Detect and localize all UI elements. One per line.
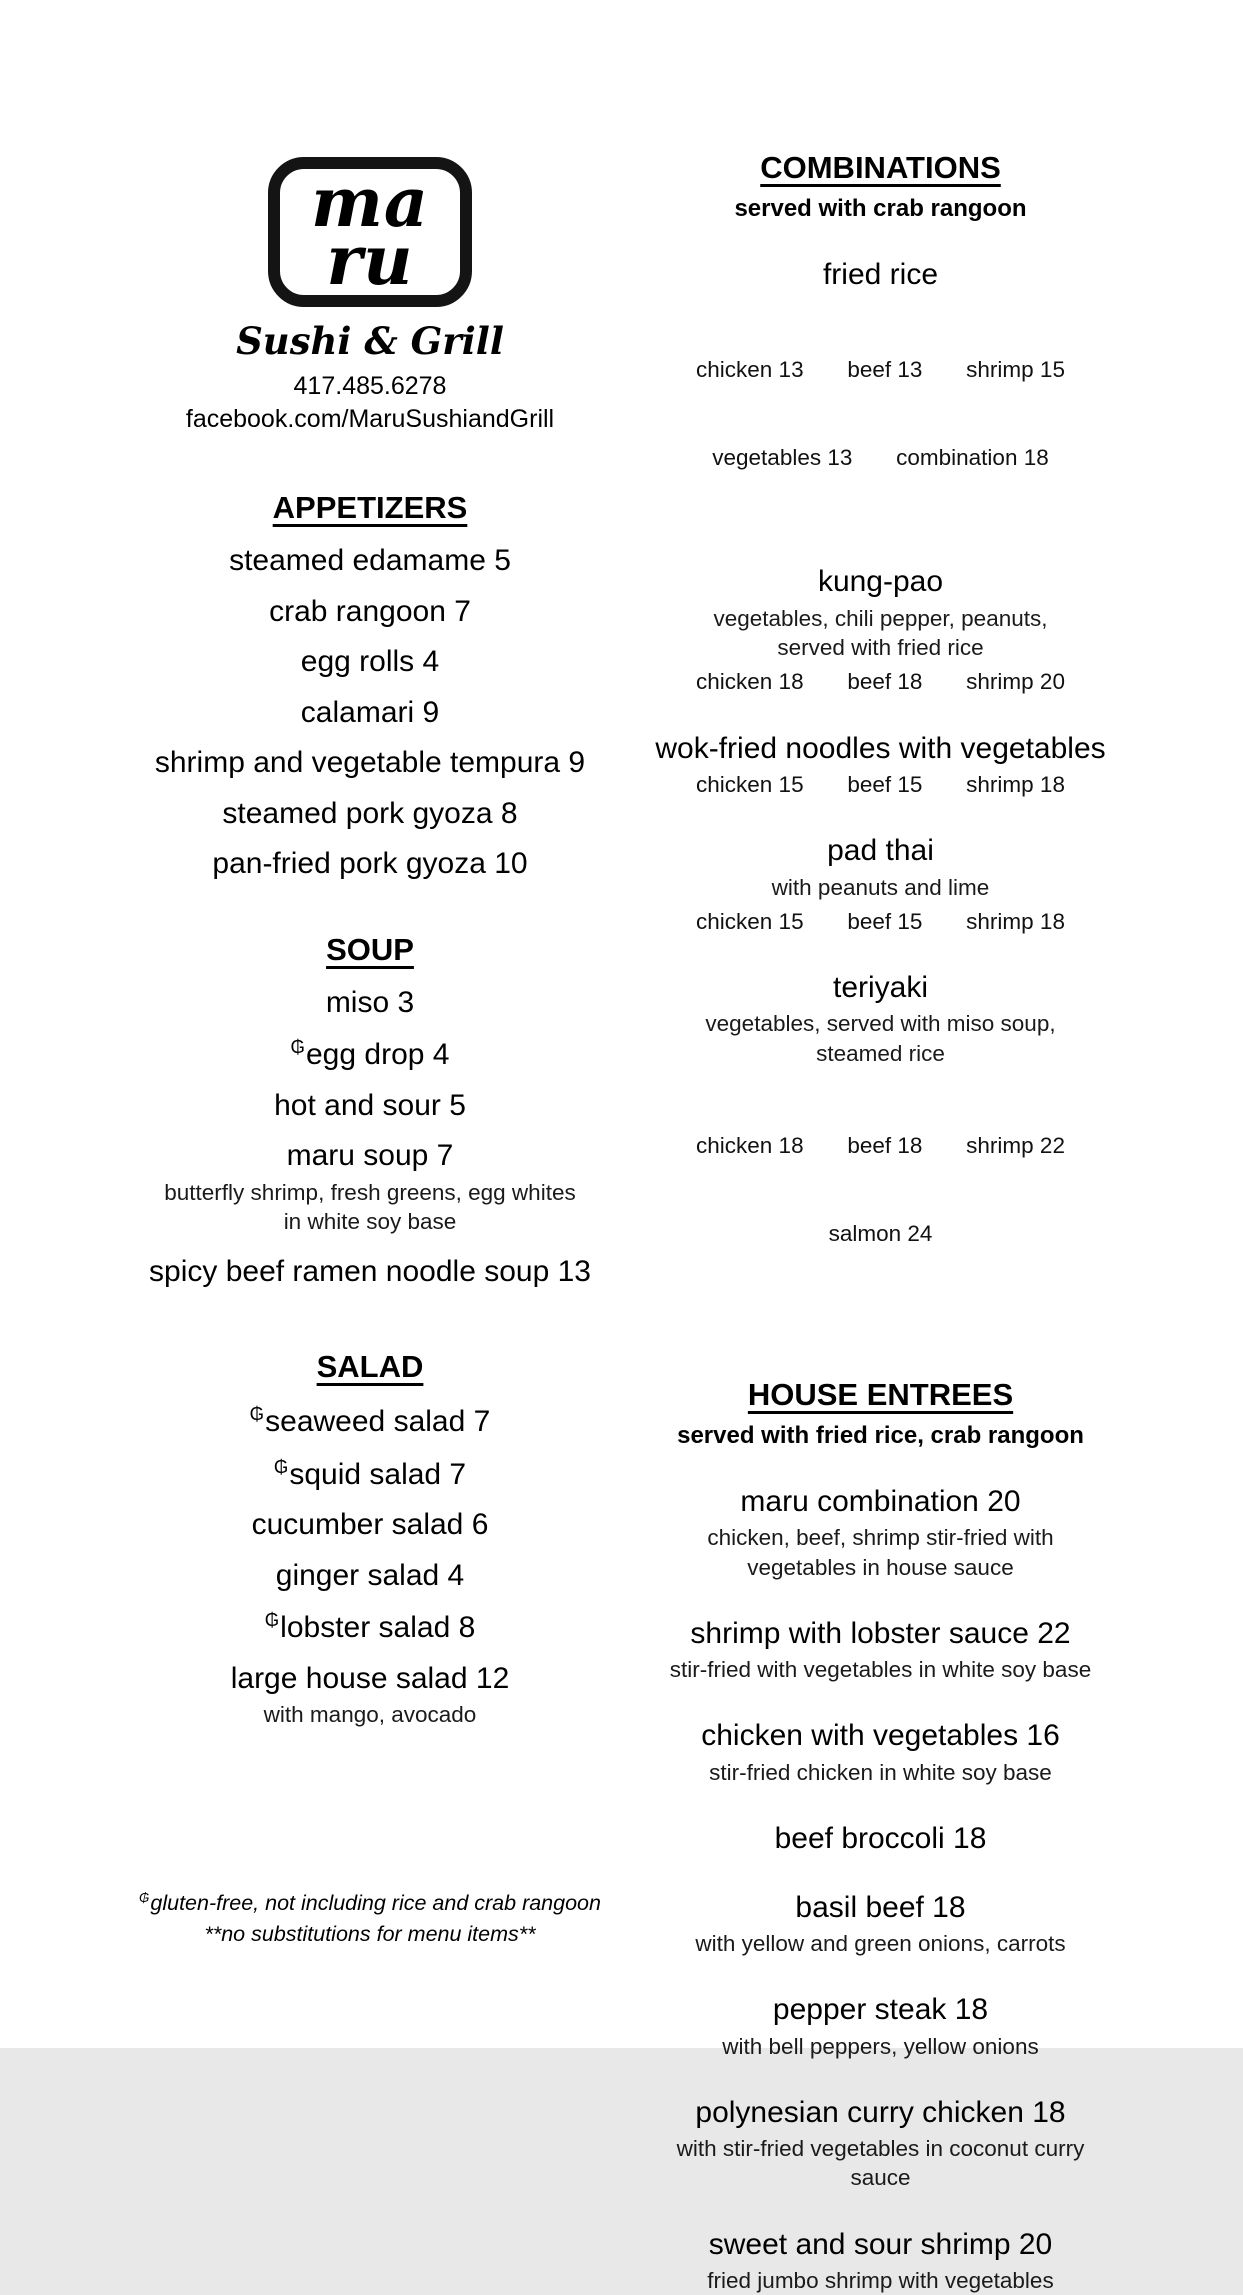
menu-item-polynesian-curry-chicken (628, 2097, 1133, 2193)
no-substitutions-note: **no substitutions for menu items** (204, 1922, 536, 1947)
variant-line: chicken 13 beef 13 shrimp 15 (696, 356, 1065, 382)
menu-item-large-house-salad-desc: with mango, avocado (263, 1702, 477, 1728)
menu-item-cucumber-salad: cucumber salad 6 (251, 1508, 489, 1542)
variant-line: vegetables 13 combination 18 (712, 444, 1049, 470)
item-name: pad thai (827, 834, 934, 868)
menu-item-crab-rangoon: crab rangoon 7 (269, 594, 471, 628)
gluten-free-marker: ₲ (139, 1890, 150, 1906)
item-variants: chicken 15 beef 15 shrimp 18 (696, 908, 1065, 934)
item-name: polynesian curry chicken 18 (695, 2095, 1066, 2129)
menu-item-shrimp-vegetable-tempura: shrimp and vegetable tempura 9 (154, 746, 586, 779)
desc-line: butterfly shrimp, fresh greens, egg whites (164, 1179, 576, 1205)
item-desc (628, 1523, 1133, 1582)
section-soup (105, 932, 635, 1288)
facebook-url: facebook.com/MaruSushiandGrill (185, 405, 555, 433)
gluten-free-note (105, 1888, 635, 1919)
house-entrees-subtitle: served with fried rice, crab rangoon (677, 1421, 1084, 1449)
phone-number: 417.485.6278 (293, 372, 447, 400)
menu-item-sweet-sour-shrimp (628, 2229, 1133, 2295)
menu-item-maru-combination (628, 1486, 1133, 1582)
section-combinations (628, 150, 1133, 1307)
item-variants: chicken 18 beef 18 shrimp 20 (696, 669, 1065, 695)
gluten-free-marker: ₲ (249, 1403, 265, 1425)
item-name: pepper steak 18 (772, 1993, 989, 2027)
section-title-soup: SOUP (326, 931, 414, 967)
section-title-house-entrees: HOUSE ENTREES (747, 1376, 1014, 1412)
item-desc: fried jumbo shrimp with vegetables (707, 2268, 1054, 2294)
item-name: shrimp with lobster sauce 22 (690, 1616, 1071, 1650)
item-variants (628, 1073, 1133, 1307)
menu-item-egg-drop (105, 1037, 635, 1071)
menu-item-squid-salad (105, 1457, 635, 1491)
section-title-combinations: COMBINATIONS (760, 150, 1001, 185)
desc-line: steamed rice (816, 1040, 945, 1066)
menu-item-maru-soup: maru soup 7 (286, 1139, 454, 1172)
right-column (628, 0, 1133, 2295)
maru-logo (268, 157, 472, 307)
menu-item-seaweed-salad (105, 1404, 635, 1438)
item-desc (628, 604, 1133, 663)
item-variants: chicken 15 beef 15 shrimp 18 (696, 771, 1065, 797)
menu-item-egg-drop-label: egg drop 4 (306, 1038, 450, 1071)
menu-item-maru-soup-desc (105, 1178, 635, 1237)
section-house-entrees (628, 1377, 1133, 2295)
gluten-free-marker: ₲ (273, 1455, 289, 1477)
item-name: beef broccoli 18 (774, 1822, 987, 1856)
variant-line: salmon 24 (828, 1221, 933, 1247)
item-name: sweet and sour shrimp 20 (708, 2227, 1053, 2261)
item-variants (628, 296, 1133, 530)
item-name: wok-fried noodles with vegetables (655, 731, 1106, 765)
section-title-appetizers: APPETIZERS (272, 490, 468, 525)
menu-item-pad-thai (628, 835, 1133, 936)
menu-item-spicy-beef-ramen: spicy beef ramen noodle soup 13 (149, 1254, 591, 1288)
desc-line: vegetables, chili pepper, peanuts, (713, 605, 1048, 631)
brand-tagline: Sushi & Grill (236, 319, 504, 363)
item-desc: stir-fried chicken in white soy base (709, 1759, 1052, 1785)
menu-item-egg-rolls: egg rolls 4 (300, 645, 440, 678)
menu-item-wok-fried-noodles (628, 733, 1133, 800)
menu-item-large-house-salad: large house salad 12 (230, 1661, 510, 1695)
item-desc: stir-fried with vegetables in white soy base (669, 1657, 1092, 1683)
desc-line: vegetables, served with miso soup, (705, 1011, 1056, 1037)
menu-item-pan-fried-pork-gyoza: pan-fried pork gyoza 10 (212, 847, 528, 880)
desc-line: vegetables in house sauce (747, 1554, 1014, 1580)
menu-item-miso: miso 3 (325, 985, 415, 1019)
menu-item-lobster-salad (105, 1610, 635, 1644)
logo-text-ru: ru (326, 221, 414, 301)
item-name: maru combination 20 (740, 1484, 1021, 1518)
item-desc: with yellow and green onions, carrots (695, 1930, 1066, 1956)
menu-item-basil-beef (628, 1892, 1133, 1959)
menu-item-shrimp-lobster-sauce (628, 1618, 1133, 1685)
item-desc: with bell peppers, yellow onions (722, 2033, 1039, 2059)
footnotes (105, 1888, 635, 1951)
gluten-free-marker: ₲ (264, 1609, 280, 1631)
item-name: fried rice (822, 258, 939, 291)
item-name: teriyaki (832, 971, 929, 1005)
item-name: chicken with vegetables 16 (701, 1719, 1060, 1753)
menu-item-calamari: calamari 9 (300, 695, 440, 729)
section-salad (105, 1349, 635, 1730)
menu-item-kung-pao (628, 566, 1133, 696)
menu-item-lobster-salad-label: lobster salad 8 (280, 1611, 476, 1645)
item-name: kung-pao (817, 565, 944, 599)
menu-item-fried-rice (628, 259, 1133, 530)
desc-line: in white soy base (283, 1209, 457, 1235)
section-title-salad: SALAD (316, 1349, 424, 1385)
desc-line: chicken, beef, shrimp stir-fried with (707, 1525, 1054, 1551)
menu-item-hot-and-sour: hot and sour 5 (274, 1088, 466, 1122)
menu-item-chicken-vegetables (628, 1720, 1133, 1787)
menu-item-teriyaki (628, 972, 1133, 1307)
desc-line: served with fried rice (777, 635, 984, 661)
menu-item-seaweed-salad-label: seaweed salad 7 (265, 1405, 491, 1439)
menu-item-steamed-edamame: steamed edamame 5 (229, 544, 511, 577)
item-desc (628, 1009, 1133, 1068)
gluten-free-marker: ₲ (290, 1036, 305, 1057)
item-desc (628, 2134, 1133, 2193)
logo-text-ma: ma (310, 163, 429, 243)
menu-item-beef-broccoli (628, 1823, 1133, 1855)
left-column (105, 0, 635, 1951)
desc-line: with stir-fried vegetables in coconut curry (676, 2136, 1085, 2162)
desc-line: sauce (850, 2165, 911, 2191)
variant-line: chicken 18 beef 18 shrimp 22 (696, 1133, 1065, 1159)
gluten-free-note-text: gluten-free, not including rice and crab rangoon (150, 1891, 601, 1916)
menu-item-pepper-steak (628, 1994, 1133, 2061)
item-desc: with peanuts and lime (771, 874, 990, 900)
item-name: basil beef 18 (795, 1890, 966, 1924)
menu-item-steamed-pork-gyoza: steamed pork gyoza 8 (222, 796, 518, 830)
combinations-subtitle: served with crab rangoon (734, 195, 1027, 222)
menu-item-ginger-salad: ginger salad 4 (275, 1558, 465, 1592)
menu-item-squid-salad-label: squid salad 7 (289, 1457, 467, 1491)
section-appetizers (105, 490, 635, 880)
